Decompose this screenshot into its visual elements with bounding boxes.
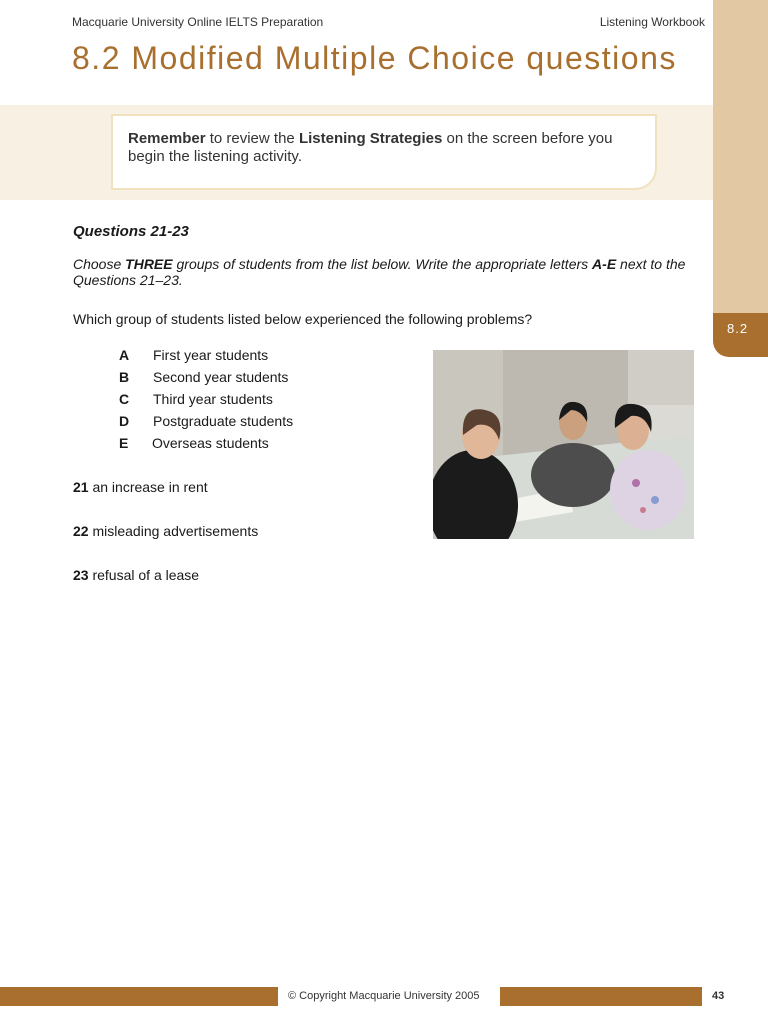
instruction-letters: A-E xyxy=(592,256,617,272)
reminder-keyword: Remember xyxy=(128,130,206,147)
reminder-text: to review the xyxy=(205,130,299,147)
students-photo-illustration xyxy=(433,350,694,539)
questions-heading: Questions 21-23 xyxy=(73,223,189,240)
footer-bar-right xyxy=(500,987,702,1006)
instruction-text xyxy=(73,256,698,288)
reminder-strategies: Listening Strategies xyxy=(298,130,443,147)
item-number: 23 xyxy=(73,567,89,583)
option-letter: E xyxy=(119,435,129,451)
instruction-part3: next to the Questions 21–23. xyxy=(73,256,686,288)
item-text: misleading advertisements xyxy=(88,523,259,539)
instruction-part1: Choose xyxy=(73,256,126,272)
option-letter: A xyxy=(119,347,130,363)
option-letter: D xyxy=(119,413,130,429)
option-text: Second year students xyxy=(153,369,289,385)
copyright-text: © Copyright Macquarie University 2005 xyxy=(288,990,480,1002)
option-text: First year students xyxy=(153,347,269,363)
question-prompt: Which group of students listed below experienced the following problems? xyxy=(73,311,533,327)
item-number: 22 xyxy=(73,523,89,539)
instruction-three: THREE xyxy=(125,256,173,272)
page-title: 8.2 Modified Multiple Choice questions xyxy=(72,40,677,76)
item-number: 21 xyxy=(73,479,89,495)
option-text: Third year students xyxy=(153,391,273,407)
option-text: Overseas students xyxy=(152,435,269,451)
option-letter: B xyxy=(119,369,130,385)
footer-bar-left xyxy=(0,987,278,1006)
side-decorative-strip xyxy=(713,0,768,313)
item-text: refusal of a lease xyxy=(88,567,200,583)
option-letter: C xyxy=(119,391,130,407)
item-text: an increase in rent xyxy=(88,479,208,495)
running-header-left: Macquarie University Online IELTS Preparation xyxy=(72,15,324,29)
question-item xyxy=(73,479,208,495)
reminder-text-end: on the screen before you begin the listening activity. xyxy=(128,130,613,165)
instruction-part2: groups of students from the list below. Write the appropriate letters xyxy=(172,256,593,272)
page-number: 43 xyxy=(712,990,725,1002)
running-header-right: Listening Workbook xyxy=(599,15,705,29)
students-photo xyxy=(433,350,694,539)
question-item xyxy=(73,567,199,583)
section-tab: 8.2 xyxy=(713,313,768,357)
question-item xyxy=(73,523,258,539)
reminder-box xyxy=(111,114,657,190)
option-text: Postgraduate students xyxy=(153,413,294,429)
